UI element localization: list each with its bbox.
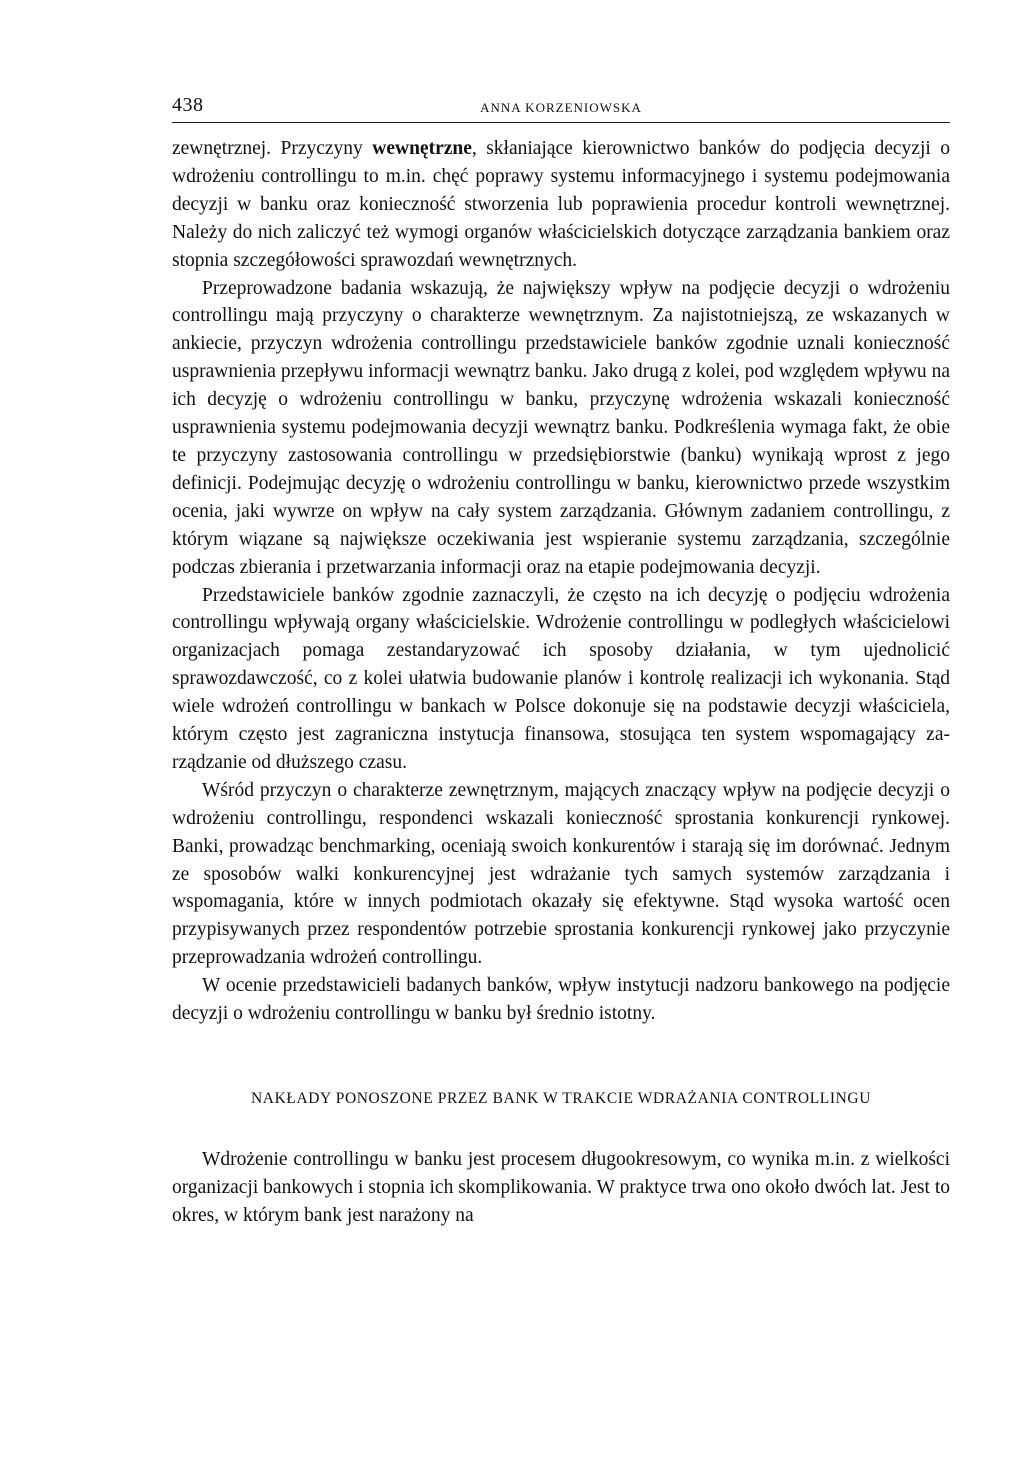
section-paragraph-1: Wdrożenie controllingu w banku jest procesem długookresowym, co wynika m.in. z wielkości organizacji bankowych i stopnia ich skomplikowania. W praktyce trwa ono około dwóch lat. Jest to okres, w którym bank jest narażony na (172, 1148, 950, 1226)
paragraph-1-rest: , skłaniające kierownictwo banków do podjęcia decyzji o wdrożeniu controllingu to m.in. chęć poprawy systemu informacyjnego i systemu podejmowania decyzji w banku oraz konieczność stworzenia lub poprawienia procedur kontroli wewnętrznej. Należy do nich zaliczyć też wymogi organów właścicielskich dotyczące zarządzania bankiem oraz stopnia szczegółowości sprawozdań wewnętrznych. (172, 138, 950, 271)
section-heading: NAKŁADY PONOSZONE PRZEZ BANK W TRAKCIE WDRAŻANIA CONTROLLINGU (251, 1090, 871, 1107)
running-head-author: ANNA KORZENIOWSKA (480, 100, 642, 115)
running-head (172, 88, 950, 123)
paragraph-5: W ocenie przedstawicieli badanych banków, wpływ instytucji nadzoru bankowego na podjęcie decyzji o wdrożeniu controllingu w banku był średnio istotny. (172, 975, 950, 1025)
paragraph-2: Przeprowadzone badania wskazują, że największy wpływ na podjęcie decyzji o wdrożeniu controllingu mają przyczyny o charakterze wewnętrznym. Za najistotniejszą, ze wskazanych w ankiecie, przyczyn wdrożenia controllingu przedstawiciele banków zgodnie uznali konieczność usprawnienia przepływu informacji wewnątrz banku. Jako drugą z kolei, pod względem wpływu na ich decyzję o wdrożeniu controllingu w banku, przyczynę wdrożenia wskazali konieczność usprawnienia systemu podejmowania decyzji wewnątrz banku. Podkreślenia wymaga fakt, że obie te przyczyny zastosowania controllingu w przedsiębiorstwie (banku) wynikają wprost z jego definicji. Podejmując decyzję o wdrożeniu controllingu w banku, kierownictwo przede wszystkim ocenia, jaki wywrze on wpływ na cały system zarządzania. Głównym zadaniem controllingu, z którym wiązane są największe oczekiwania jest wspieranie systemu zarządzania, szczególnie podczas zbierania i przetwarzania informacji oraz na etapie podejmowania decyzji. (172, 277, 950, 578)
page (172, 88, 950, 1230)
paragraph-4: Wśród przyczyn o charakterze zewnętrznym, mających znaczący wpływ na podjęcie decyzji o wdrożeniu controllingu, respondenci wskazali konieczność sprostania konkurencji rynkowej. Banki, prowadząc benchmarking, oceniają swoich konkurentów i starają się im dorównać. Jednym ze sposobów walki konkurencyjnej jest wdrażanie tych samych systemów zarządzania i wspomagania, które w innych podmiotach okazały się efektywne. Stąd wysoka wartość ocen przypisywanych przez respondentów potrzebie sprostania konkurencji rynkowej jako przyczynie przeprowadzania wdrożeń controllingu. (172, 779, 950, 969)
body-text (172, 135, 950, 1230)
paragraph-1-start: zewnętrznej. Przyczyny (172, 138, 373, 159)
page-number: 438 (172, 94, 204, 116)
paragraph-1 (172, 135, 950, 275)
paragraph-3: Przedstawiciele banków zgodnie zaznaczyli, że często na ich decyzję o podjęciu wdrożenia controllingu wpływają organy właścicielskie. Wdrożenie controllingu w podległych właścicielowi organizacjach pomaga zestandaryzować ich sposoby działania, w tym ujednolicić sprawozdawczość, co z kolei ułatwia budowanie planów i kontrolę realizacji ich wykonania. Stąd wiele wdrożeń controllingu w bankach w Polsce dokonuje się na podstawie decyzji właściciela, którym często jest zagraniczna instytucja finansowa, stosująca ten system wspomagający zarządzanie od dłuższego czasu. (172, 584, 950, 773)
emphasis-wewnetrzne: wewnętrzne (372, 138, 472, 159)
